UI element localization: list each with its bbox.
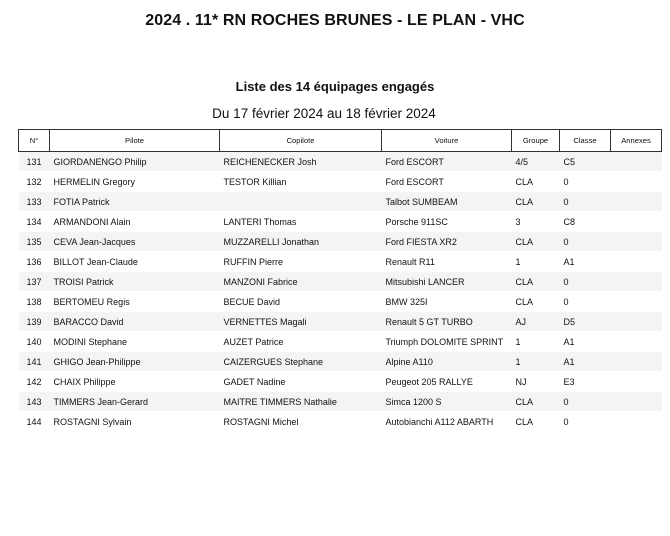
table-row bbox=[19, 172, 662, 192]
cell-groupe: 1 bbox=[512, 252, 560, 272]
table-row bbox=[19, 272, 662, 292]
cell-voiture: Ford ESCORT bbox=[382, 172, 512, 192]
cell-copilote: AUZET Patrice bbox=[220, 332, 382, 352]
cell-groupe: AJ bbox=[512, 312, 560, 332]
cell-num: 140 bbox=[19, 332, 50, 352]
cell-classe: D5 bbox=[560, 312, 611, 332]
cell-voiture: Ford ESCORT bbox=[382, 152, 512, 172]
cell-pilote: CHAIX Philippe bbox=[50, 372, 220, 392]
cell-annexes bbox=[611, 372, 662, 392]
cell-voiture: Ford FIESTA XR2 bbox=[382, 232, 512, 252]
cell-copilote: MANZONI Fabrice bbox=[220, 272, 382, 292]
table-row bbox=[19, 252, 662, 272]
cell-copilote: ROSTAGNI Michel bbox=[220, 412, 382, 432]
cell-annexes bbox=[611, 412, 662, 432]
cell-classe: A1 bbox=[560, 352, 611, 372]
cell-annexes bbox=[611, 272, 662, 292]
cell-pilote: TIMMERS Jean-Gerard bbox=[50, 392, 220, 412]
cell-voiture: BMW 325I bbox=[382, 292, 512, 312]
table-row bbox=[19, 392, 662, 412]
cell-annexes bbox=[611, 212, 662, 232]
cell-num: 133 bbox=[19, 192, 50, 212]
cell-classe: 0 bbox=[560, 232, 611, 252]
cell-num: 136 bbox=[19, 252, 50, 272]
cell-pilote: ROSTAGNI Sylvain bbox=[50, 412, 220, 432]
cell-num: 144 bbox=[19, 412, 50, 432]
table-row bbox=[19, 352, 662, 372]
cell-annexes bbox=[611, 152, 662, 172]
cell-classe: 0 bbox=[560, 292, 611, 312]
table-body bbox=[19, 152, 662, 432]
cell-num: 134 bbox=[19, 212, 50, 232]
cell-classe: 0 bbox=[560, 192, 611, 212]
cell-copilote: BECUE David bbox=[220, 292, 382, 312]
cell-groupe: CLA bbox=[512, 272, 560, 292]
column-header-annexes: Annexes bbox=[611, 130, 662, 152]
column-header-pilote: Pilote bbox=[50, 130, 220, 152]
column-header-copilote: Copilote bbox=[220, 130, 382, 152]
cell-classe: 0 bbox=[560, 412, 611, 432]
cell-num: 135 bbox=[19, 232, 50, 252]
cell-voiture: Triumph DOLOMITE SPRINT bbox=[382, 332, 512, 352]
table-row bbox=[19, 332, 662, 352]
cell-groupe: CLA bbox=[512, 192, 560, 212]
cell-groupe: 1 bbox=[512, 352, 560, 372]
cell-copilote: MUZZARELLI Jonathan bbox=[220, 232, 382, 252]
cell-pilote: GHIGO Jean-Philippe bbox=[50, 352, 220, 372]
cell-pilote: TROISI Patrick bbox=[50, 272, 220, 292]
cell-pilote: CEVA Jean-Jacques bbox=[50, 232, 220, 252]
table-row bbox=[19, 232, 662, 252]
cell-copilote bbox=[220, 192, 382, 212]
date-range: Du 17 février 2024 au 18 février 2024 bbox=[212, 106, 436, 121]
cell-groupe: NJ bbox=[512, 372, 560, 392]
cell-copilote: MAITRE TIMMERS Nathalie bbox=[220, 392, 382, 412]
cell-voiture: Talbot SUMBEAM bbox=[382, 192, 512, 212]
cell-num: 138 bbox=[19, 292, 50, 312]
cell-voiture: Renault 5 GT TURBO bbox=[382, 312, 512, 332]
cell-classe: C8 bbox=[560, 212, 611, 232]
column-header-classe: Classe bbox=[560, 130, 611, 152]
cell-groupe: CLA bbox=[512, 392, 560, 412]
cell-groupe: CLA bbox=[512, 232, 560, 252]
cell-classe: C5 bbox=[560, 152, 611, 172]
cell-voiture: Renault R11 bbox=[382, 252, 512, 272]
cell-annexes bbox=[611, 312, 662, 332]
cell-num: 137 bbox=[19, 272, 50, 292]
cell-pilote: MODINI Stephane bbox=[50, 332, 220, 352]
column-header-num: N° bbox=[19, 130, 50, 152]
table-header-row bbox=[19, 130, 662, 152]
cell-groupe: 3 bbox=[512, 212, 560, 232]
cell-voiture: Alpine A110 bbox=[382, 352, 512, 372]
table-row bbox=[19, 312, 662, 332]
cell-annexes bbox=[611, 352, 662, 372]
cell-pilote: HERMELIN Gregory bbox=[50, 172, 220, 192]
cell-groupe: CLA bbox=[512, 292, 560, 312]
table-row bbox=[19, 292, 662, 312]
cell-copilote: RUFFIN Pierre bbox=[220, 252, 382, 272]
list-subtitle: Liste des 14 équipages engagés bbox=[235, 79, 435, 94]
cell-voiture: Autobianchi A112 ABARTH bbox=[382, 412, 512, 432]
cell-copilote: LANTERI Thomas bbox=[220, 212, 382, 232]
cell-classe: 0 bbox=[560, 172, 611, 192]
document-title: 2024 . 11* RN ROCHES BRUNES - LE PLAN - VHC bbox=[145, 12, 525, 29]
cell-pilote: ARMANDONI Alain bbox=[50, 212, 220, 232]
cell-annexes bbox=[611, 252, 662, 272]
cell-annexes bbox=[611, 232, 662, 252]
cell-voiture: Mitsubishi LANCER bbox=[382, 272, 512, 292]
cell-annexes bbox=[611, 332, 662, 352]
column-header-groupe: Groupe bbox=[512, 130, 560, 152]
cell-annexes bbox=[611, 172, 662, 192]
cell-classe: 0 bbox=[560, 392, 611, 412]
cell-groupe: 4/5 bbox=[512, 152, 560, 172]
cell-annexes bbox=[611, 392, 662, 412]
cell-pilote: FOTIA Patrick bbox=[50, 192, 220, 212]
cell-num: 143 bbox=[19, 392, 50, 412]
cell-copilote: CAIZERGUES Stephane bbox=[220, 352, 382, 372]
table-row bbox=[19, 372, 662, 392]
cell-num: 131 bbox=[19, 152, 50, 172]
cell-copilote: GADET Nadine bbox=[220, 372, 382, 392]
cell-annexes bbox=[611, 192, 662, 212]
cell-copilote: TESTOR Killian bbox=[220, 172, 382, 192]
cell-groupe: CLA bbox=[512, 412, 560, 432]
cell-pilote: GIORDANENGO Philip bbox=[50, 152, 220, 172]
cell-groupe: CLA bbox=[512, 172, 560, 192]
cell-num: 139 bbox=[19, 312, 50, 332]
cell-annexes bbox=[611, 292, 662, 312]
cell-classe: E3 bbox=[560, 372, 611, 392]
cell-groupe: 1 bbox=[512, 332, 560, 352]
table-row bbox=[19, 412, 662, 432]
cell-pilote: BARACCO David bbox=[50, 312, 220, 332]
cell-pilote: BERTOMEU Regis bbox=[50, 292, 220, 312]
cell-voiture: Porsche 911SC bbox=[382, 212, 512, 232]
cell-num: 141 bbox=[19, 352, 50, 372]
table-row bbox=[19, 192, 662, 212]
cell-classe: A1 bbox=[560, 252, 611, 272]
cell-classe: 0 bbox=[560, 272, 611, 292]
column-header-voiture: Voiture bbox=[382, 130, 512, 152]
cell-copilote: VERNETTES Magali bbox=[220, 312, 382, 332]
cell-classe: A1 bbox=[560, 332, 611, 352]
cell-num: 132 bbox=[19, 172, 50, 192]
cell-voiture: Peugeot 205 RALLYE bbox=[382, 372, 512, 392]
table-row bbox=[19, 152, 662, 172]
cell-pilote: BILLOT Jean-Claude bbox=[50, 252, 220, 272]
entries-table bbox=[18, 129, 662, 432]
cell-voiture: Simca 1200 S bbox=[382, 392, 512, 412]
cell-copilote: REICHENECKER Josh bbox=[220, 152, 382, 172]
cell-num: 142 bbox=[19, 372, 50, 392]
table-row bbox=[19, 212, 662, 232]
